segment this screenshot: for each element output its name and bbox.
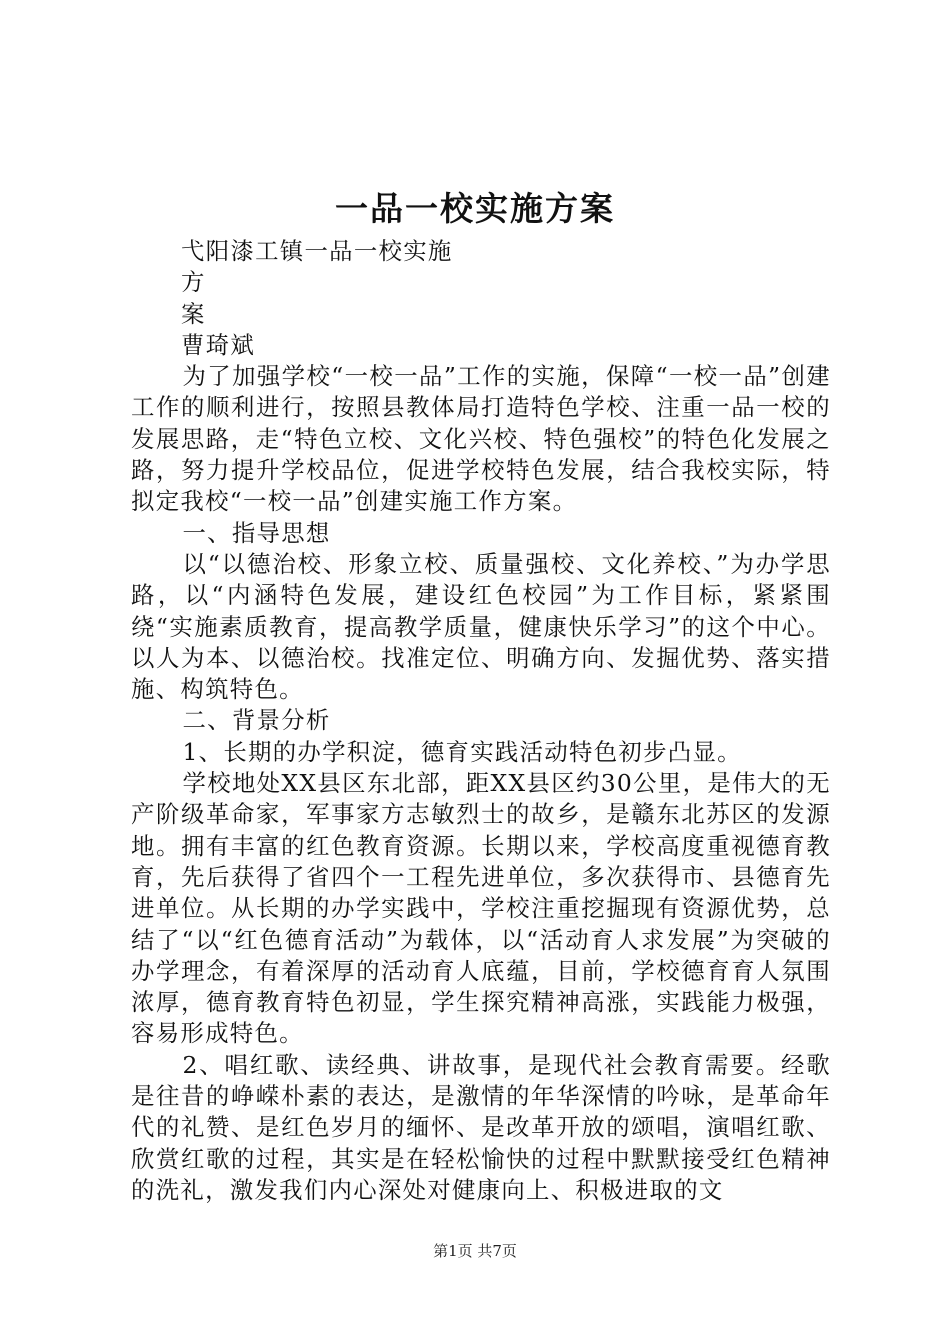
intro-paragraph: 为了加强学校“一校一品”工作的实施，保障“一校一品”创建工作的顺利进行，按照县教体局打造特色学校、注重一品一校的发展思路，走“特色立校、文化兴校、特色强校”的特色化发展之路，努力提升学校品位，促进学校特色发展，结合我校实际，特拟定我校“一校一品”创建实施工作方案。 <box>131 362 831 516</box>
section-heading: 一、指导思想 <box>182 518 331 547</box>
subtitle-line: 方 <box>181 268 206 297</box>
body-paragraph: 学校地处XX县区东北部，距XX县区约30公里，是伟大的无产阶级革命家，军事家方志敏烈士的故乡，是赣东北苏区的发源地。拥有丰富的红色教育资源。长期以来，学校高度重视德育教育，先后获得了省四个一工程先进单位，多次获得市、县德育先进单位。从长期的办学实践中，学校注重挖掘现有资源优势，总结了“以“红色德育活动”为载体，以“活动育人求发展”为突破的办学理念，有着深厚的活动育人底蕴，目前，学校德育育人氛围浓厚，德育教育特色初显，学生探究精神高涨，实践能力极强，容易形成特色。 <box>131 769 831 1048</box>
subtitle-line: 案 <box>181 299 206 328</box>
subtitle-line: 弋阳漆工镇一品一校实施 <box>181 237 453 265</box>
document-body <box>131 236 831 1206</box>
document-title: 一品一校实施方案 <box>335 189 615 228</box>
body-paragraph: 以“以德治校、形象立校、质量强校、文化养校、”为办学思路，以“内涵特色发展，建设红色校园”为工作目标，紧紧围绕“实施素质教育，提高教学质量，健康快乐学习”的这个中心。以人为本、以德治校。找准定位、明确方向、发掘优势、落实措施、构筑特色。 <box>131 549 831 704</box>
sub-heading: 1、长期的办学积淀，德育实践活动特色初步凸显。 <box>182 737 742 766</box>
author-line: 曹琦斌 <box>181 330 256 359</box>
section-heading: 二、背景分析 <box>182 706 331 735</box>
page-footer: 第1页 共7页 <box>433 1242 517 1260</box>
body-paragraph: 2、唱红歌、读经典、讲故事，是现代社会教育需要。经歌是往昔的峥嵘朴素的表达，是激情的年华深情的吟咏，是革命年代的礼赞、是红色岁月的缅怀、是改革开放的颂唱，演唱红歌、欣赏红歌的过程，其实是在轻松愉快的过程中默默接受红色精神的洗礼，激发我们内心深处对健康向上、积极进取的文 <box>131 1050 831 1204</box>
